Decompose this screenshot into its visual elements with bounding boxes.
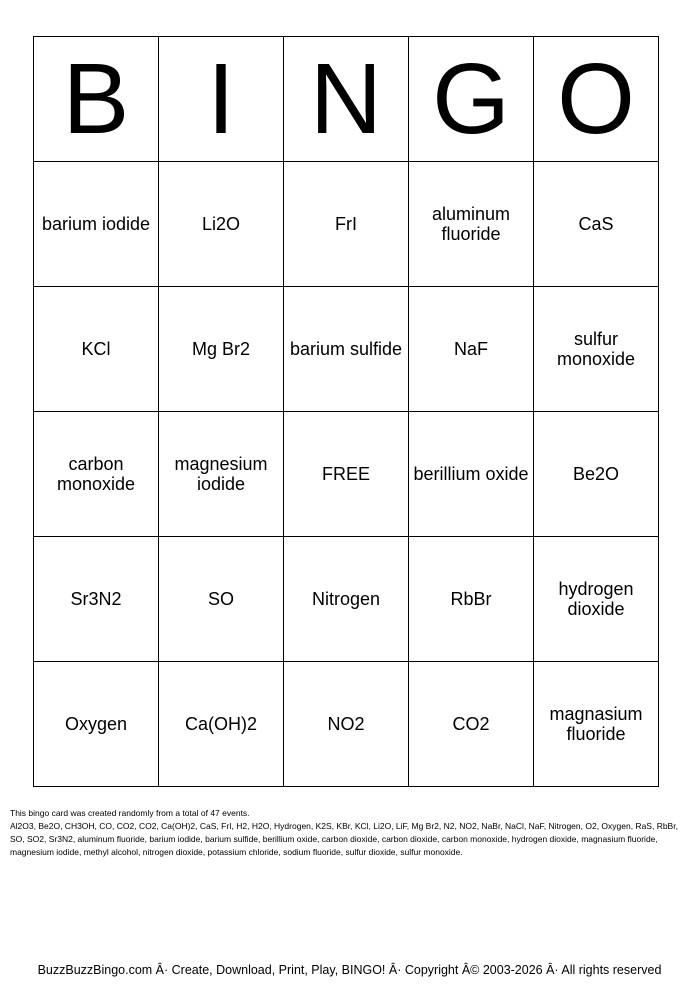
header-letter-o: O [534, 37, 659, 162]
bingo-row [34, 662, 659, 787]
bingo-cell: magnesium iodide [159, 412, 284, 537]
bingo-cell: Sr3N2 [34, 537, 159, 662]
bingo-cell: sulfur monoxide [534, 287, 659, 412]
bingo-cell: RbBr [409, 537, 534, 662]
generation-note: This bingo card was created randomly from a total of 47 events. [10, 808, 250, 818]
bingo-row [34, 287, 659, 412]
bingo-cell: CaS [534, 162, 659, 287]
bingo-row [34, 162, 659, 287]
header-letter-n: N [284, 37, 409, 162]
bingo-cell: Be2O [534, 412, 659, 537]
header-letter-i: I [159, 37, 284, 162]
header-letter-g: G [409, 37, 534, 162]
bingo-cell: berillium oxide [409, 412, 534, 537]
bingo-cell: hydrogen dioxide [534, 537, 659, 662]
bingo-cell: SO [159, 537, 284, 662]
header-row [34, 37, 659, 162]
free-space-cell: FREE [284, 412, 409, 537]
header-letter-b: B [34, 37, 159, 162]
bingo-cell: barium sulfide [284, 287, 409, 412]
bingo-cell: CO2 [409, 662, 534, 787]
bingo-cell: Ca(OH)2 [159, 662, 284, 787]
bingo-cell: NaF [409, 287, 534, 412]
bingo-cell: NO2 [284, 662, 409, 787]
bingo-cell: carbon monoxide [34, 412, 159, 537]
bingo-card [33, 36, 659, 787]
bingo-cell: Mg Br2 [159, 287, 284, 412]
bingo-cell: barium iodide [34, 162, 159, 287]
bingo-cell: FrI [284, 162, 409, 287]
bingo-row [34, 412, 659, 537]
copyright-footer: BuzzBuzzBingo.com Â· Create, Download, Print, Play, BINGO! Â· Copyright Â© 2003-2026 Â· All rights reserved [37, 963, 662, 977]
bingo-cell: KCl [34, 287, 159, 412]
bingo-cell: magnasium fluoride [534, 662, 659, 787]
bingo-cell: Oxygen [34, 662, 159, 787]
bingo-row [34, 537, 659, 662]
bingo-cell: Nitrogen [284, 537, 409, 662]
bingo-cell: aluminum fluoride [409, 162, 534, 287]
event-list-info [10, 807, 690, 859]
event-list: Al2O3, Be2O, CH3OH, CO, CO2, CO2, Ca(OH)2, CaS, FrI, H2, H2O, Hydrogen, K2S, KBr, KCl, Li2O, LiF, Mg Br2, N2, NO2, NaBr, NaCl, NaF, Nitrogen, O2, Oxygen, RaS, RbBr, SO, SO2, Sr3N2, aluminum fluoride, barium iodide, barium sulfide, berillium oxide, carbon dioxide, carbon dioxide, carbon monoxide, hydrogen dioxide, magnasium fluoride, magnesium iodide, methyl alcohol, nitrogen dioxide, potassium chloride, sodium fluoride, sulfur dioxide, sulfur monoxide. [10, 821, 678, 857]
bingo-cell: Li2O [159, 162, 284, 287]
